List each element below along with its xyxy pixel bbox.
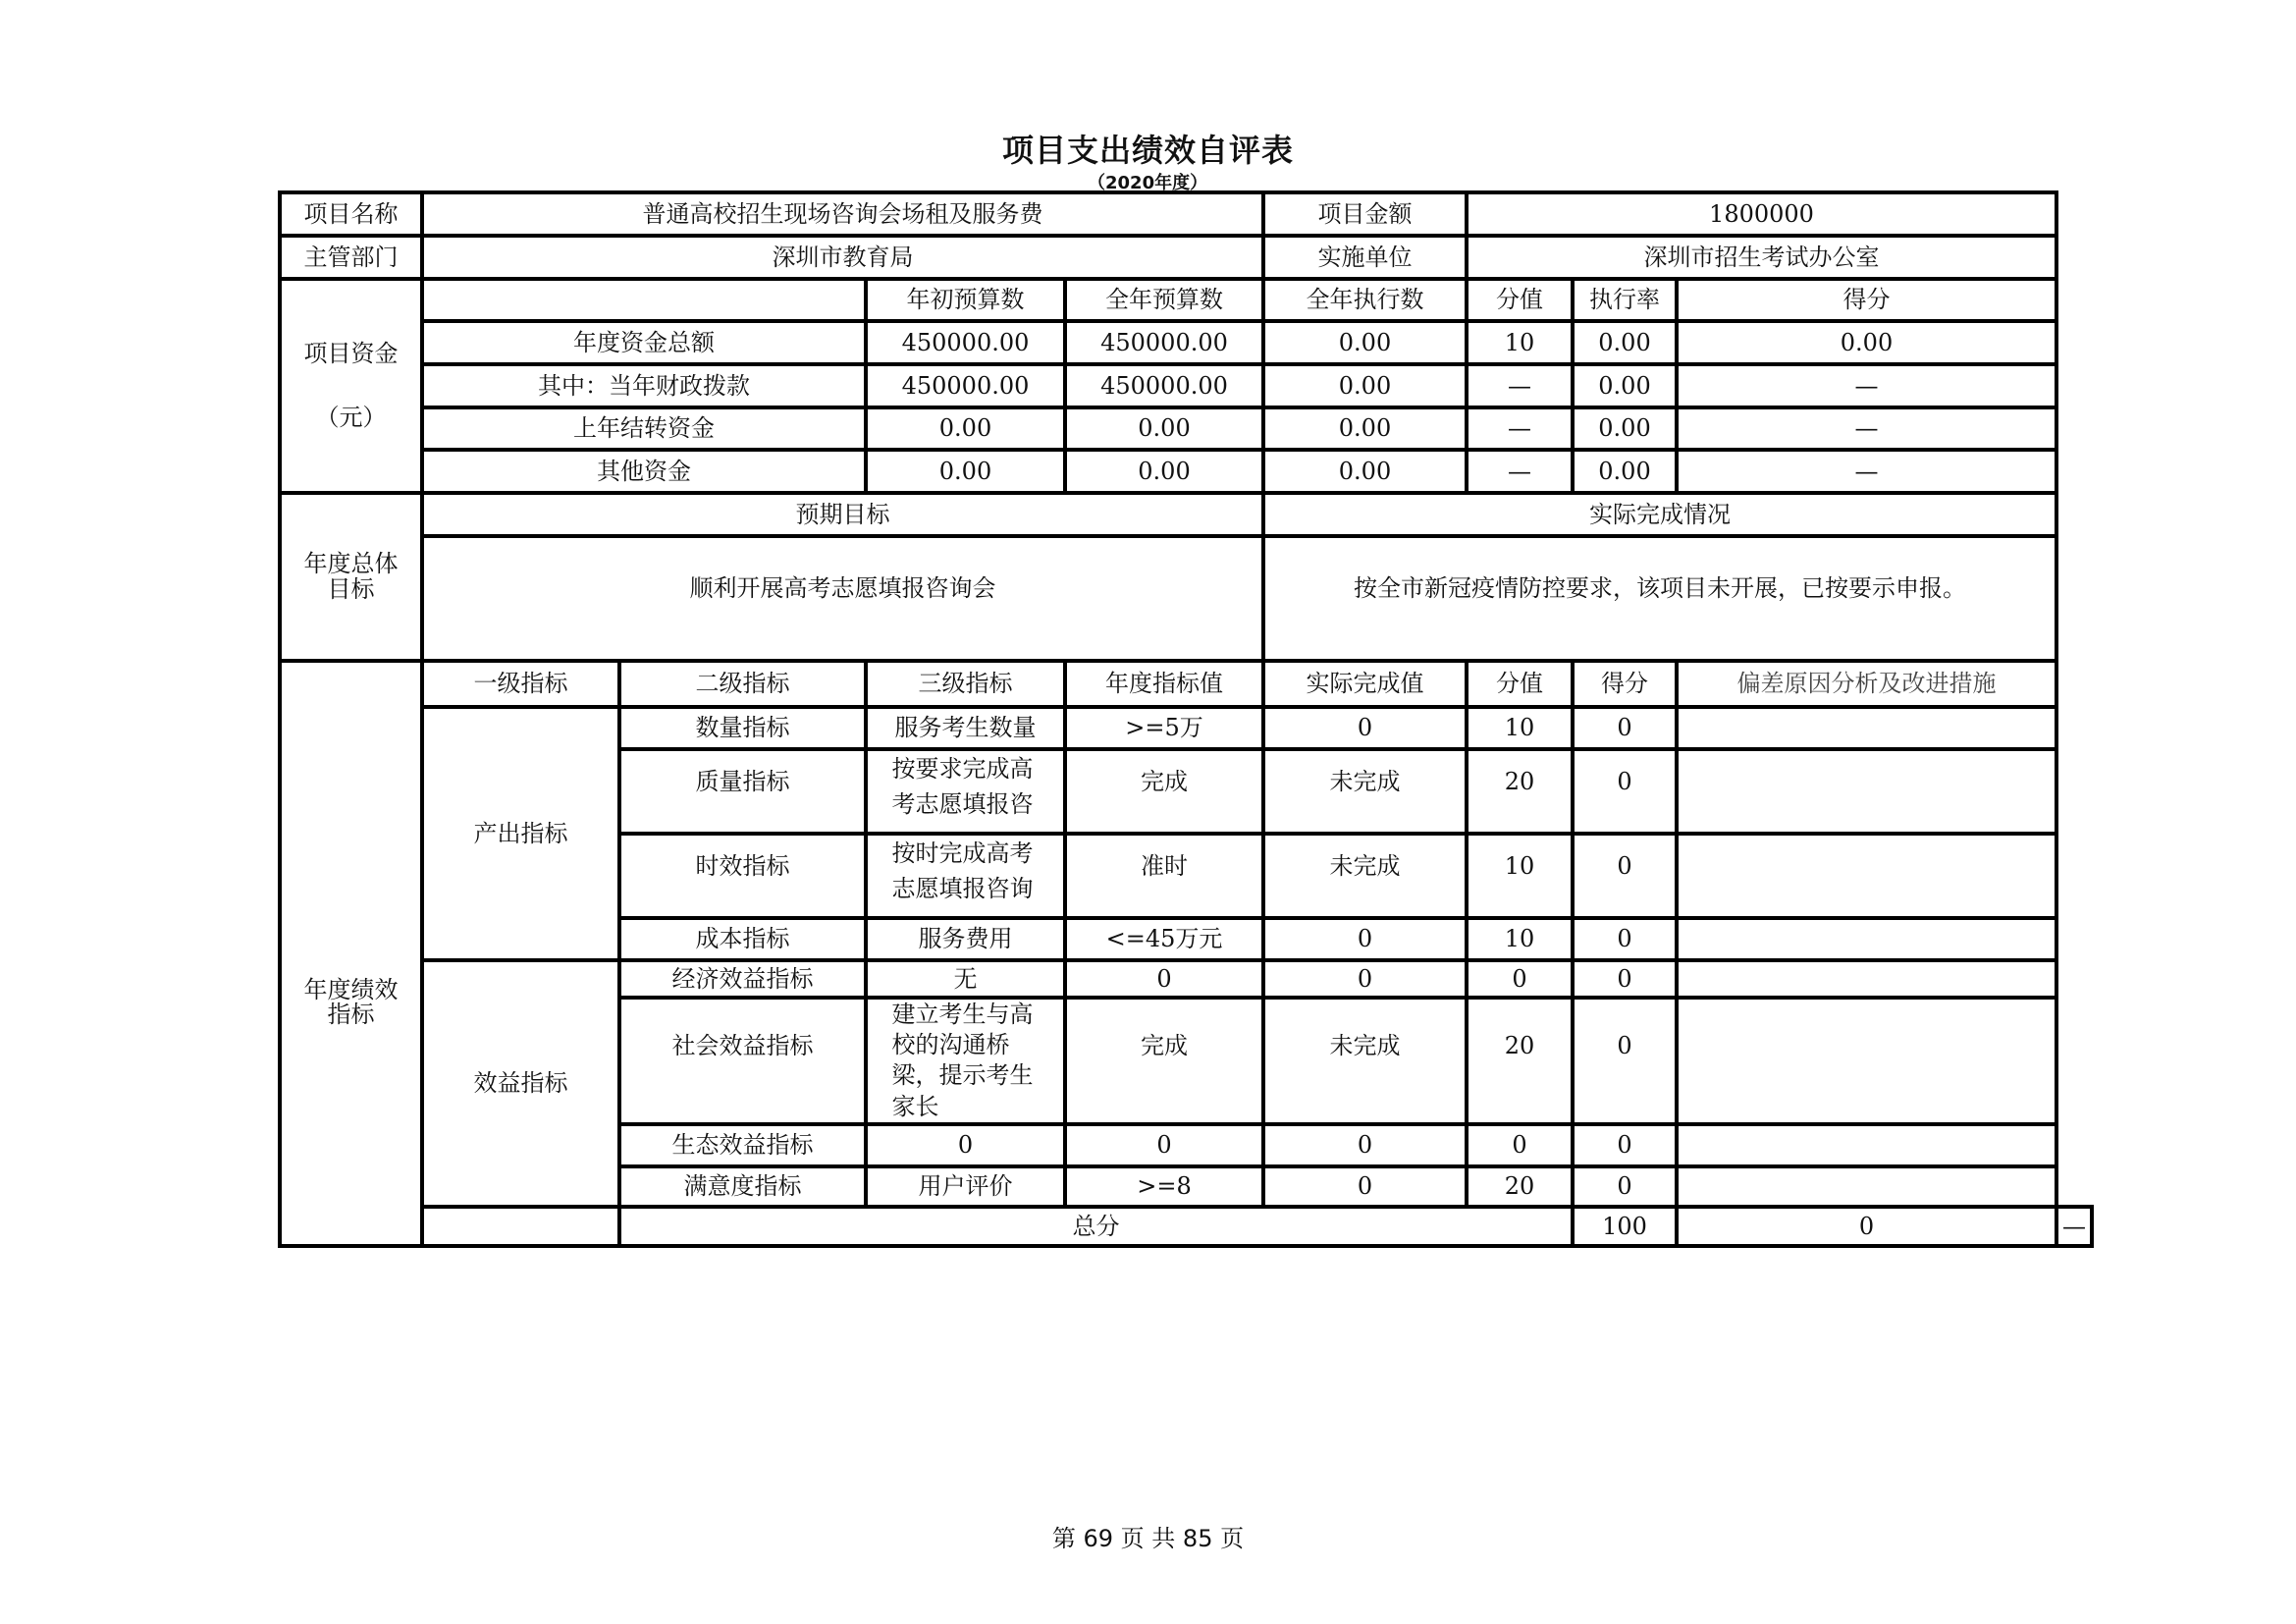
funds-executed: 0.00 <box>1263 407 1467 450</box>
page-footer: 第 69 页 共 85 页 <box>1051 1525 1245 1552</box>
funds-col-blank <box>422 279 866 321</box>
level3: 服务考生数量 <box>866 707 1065 749</box>
level3: 0 <box>866 1124 1065 1166</box>
goals-header-row <box>280 493 2092 536</box>
score: 0 <box>1573 1166 1677 1207</box>
total-analysis: — <box>2056 1207 2092 1246</box>
funds-rate: 0.00 <box>1573 450 1677 493</box>
funds-row <box>280 364 2092 407</box>
actual: 未完成 <box>1263 749 1467 834</box>
project-name-label: 项目名称 <box>280 192 422 236</box>
funds-row-label: 其他资金 <box>422 450 866 493</box>
funds-header-row <box>280 279 2092 321</box>
funds-score: 0.00 <box>1677 321 2056 364</box>
score: 0 <box>1573 1124 1677 1166</box>
funds-initial: 0.00 <box>866 450 1065 493</box>
col-score-value: 分值 <box>1467 661 1573 707</box>
level3: 按时完成高考志愿填报咨询 <box>866 834 1065 918</box>
score: 0 <box>1573 707 1677 749</box>
analysis <box>1677 749 2056 834</box>
score: 0 <box>1573 960 1677 998</box>
page-title: 项目支出绩效自评表 <box>1001 132 1294 169</box>
score: 0 <box>1573 918 1677 960</box>
funds-annual: 450000.00 <box>1065 321 1263 364</box>
total-score: 0 <box>1677 1207 2056 1246</box>
dept-value: 深圳市教育局 <box>422 236 1263 279</box>
target: 准时 <box>1065 834 1263 918</box>
funds-col-score: 得分 <box>1677 279 2056 321</box>
target: >=5万 <box>1065 707 1263 749</box>
project-name-row <box>280 192 2092 236</box>
actual-goal: 按全市新冠疫情防控要求，该项目未开展，已按要示申报。 <box>1263 536 2056 661</box>
funds-col-score-value: 分值 <box>1467 279 1573 321</box>
score-value: 10 <box>1467 918 1573 960</box>
target: 0 <box>1065 1124 1263 1166</box>
col-score: 得分 <box>1573 661 1677 707</box>
indicators-header-row <box>280 661 2092 707</box>
project-name-value: 普通高校招生现场咨询会场租及服务费 <box>422 192 1263 236</box>
goals-section-label: 年度总体 目标 <box>280 493 422 661</box>
level3: 无 <box>866 960 1065 998</box>
level3: 按要求完成高考志愿填报咨 <box>866 749 1065 834</box>
funds-score-value: — <box>1467 364 1573 407</box>
col-level2: 二级指标 <box>619 661 866 707</box>
funds-row-label: 上年结转资金 <box>422 407 866 450</box>
funds-col-initial: 年初预算数 <box>866 279 1065 321</box>
actual: 0 <box>1263 707 1467 749</box>
level3: 建立考生与高校的沟通桥梁，提示考生家长 <box>866 998 1065 1124</box>
col-level3: 三级指标 <box>866 661 1065 707</box>
score: 0 <box>1573 749 1677 834</box>
score-value: 10 <box>1467 834 1573 918</box>
funds-col-annual: 全年预算数 <box>1065 279 1263 321</box>
score-value: 20 <box>1467 998 1573 1124</box>
actual: 0 <box>1263 1124 1467 1166</box>
actual: 未完成 <box>1263 998 1467 1124</box>
total-score-value: 100 <box>1573 1207 1677 1246</box>
level3: 服务费用 <box>866 918 1065 960</box>
target: 完成 <box>1065 998 1263 1124</box>
analysis <box>1677 918 2056 960</box>
funds-row-label: 年度资金总额 <box>422 321 866 364</box>
col-actual: 实际完成值 <box>1263 661 1467 707</box>
actual: 0 <box>1263 1166 1467 1207</box>
actual: 0 <box>1263 918 1467 960</box>
funds-row <box>280 450 2092 493</box>
performance-table <box>278 190 2094 1248</box>
level1-benefit: 效益指标 <box>422 960 619 1207</box>
target: 完成 <box>1065 749 1263 834</box>
funds-score: — <box>1677 407 2056 450</box>
level2: 数量指标 <box>619 707 866 749</box>
analysis <box>1677 1124 2056 1166</box>
funds-score-value: — <box>1467 407 1573 450</box>
project-amount-label: 项目金额 <box>1263 192 1467 236</box>
level2: 生态效益指标 <box>619 1124 866 1166</box>
col-level1: 一级指标 <box>422 661 619 707</box>
funds-rate: 0.00 <box>1573 364 1677 407</box>
funds-score-value: 10 <box>1467 321 1573 364</box>
funds-rate: 0.00 <box>1573 321 1677 364</box>
expected-goal: 顺利开展高考志愿填报咨询会 <box>422 536 1263 661</box>
col-target: 年度指标值 <box>1065 661 1263 707</box>
score-value: 20 <box>1467 1166 1573 1207</box>
funds-initial: 450000.00 <box>866 364 1065 407</box>
dept-row <box>280 236 2092 279</box>
indicator-row <box>280 707 2092 749</box>
level2: 时效指标 <box>619 834 866 918</box>
level2: 质量指标 <box>619 749 866 834</box>
score-value: 0 <box>1467 1124 1573 1166</box>
funds-row-label: 其中：当年财政拨款 <box>422 364 866 407</box>
target: 0 <box>1065 960 1263 998</box>
actual: 0 <box>1263 960 1467 998</box>
level2: 经济效益指标 <box>619 960 866 998</box>
impl-label: 实施单位 <box>1263 236 1467 279</box>
level3: 用户评价 <box>866 1166 1065 1207</box>
indicators-section-label: 年度绩效 指标 <box>280 661 422 1246</box>
target: <=45万元 <box>1065 918 1263 960</box>
funds-initial: 450000.00 <box>866 321 1065 364</box>
analysis <box>1677 960 2056 998</box>
impl-value: 深圳市招生考试办公室 <box>1467 236 2056 279</box>
page-subtitle: （2020年度） <box>1088 173 1208 193</box>
funds-row <box>280 321 2092 364</box>
score: 0 <box>1573 834 1677 918</box>
funds-annual: 0.00 <box>1065 407 1263 450</box>
analysis <box>1677 834 2056 918</box>
funds-col-rate: 执行率 <box>1573 279 1677 321</box>
target: >=8 <box>1065 1166 1263 1207</box>
funds-executed: 0.00 <box>1263 450 1467 493</box>
funds-score: — <box>1677 364 2056 407</box>
indicator-row <box>280 960 2092 998</box>
funds-row <box>280 407 2092 450</box>
total-label: 总分 <box>619 1207 1573 1246</box>
funds-initial: 0.00 <box>866 407 1065 450</box>
analysis <box>1677 998 2056 1124</box>
goals-content-row <box>280 536 2092 661</box>
total-blank <box>422 1207 619 1246</box>
funds-executed: 0.00 <box>1263 364 1467 407</box>
funds-section-label: 项目资金 （元） <box>280 279 422 493</box>
actual-goal-header: 实际完成情况 <box>1263 493 2056 536</box>
level2: 成本指标 <box>619 918 866 960</box>
analysis <box>1677 1166 2056 1207</box>
analysis <box>1677 707 2056 749</box>
level2: 社会效益指标 <box>619 998 866 1124</box>
dept-label: 主管部门 <box>280 236 422 279</box>
funds-col-executed: 全年执行数 <box>1263 279 1467 321</box>
funds-rate: 0.00 <box>1573 407 1677 450</box>
funds-score-value: — <box>1467 450 1573 493</box>
level1-output: 产出指标 <box>422 707 619 960</box>
expected-goal-header: 预期目标 <box>422 493 1263 536</box>
funds-score: — <box>1677 450 2056 493</box>
score-value: 20 <box>1467 749 1573 834</box>
score: 0 <box>1573 998 1677 1124</box>
col-analysis: 偏差原因分析及改进措施 <box>1677 661 2056 707</box>
level2: 满意度指标 <box>619 1166 866 1207</box>
funds-annual: 450000.00 <box>1065 364 1263 407</box>
total-row <box>280 1207 2092 1246</box>
score-value: 0 <box>1467 960 1573 998</box>
funds-annual: 0.00 <box>1065 450 1263 493</box>
project-amount-value: 1800000 <box>1467 192 2056 236</box>
score-value: 10 <box>1467 707 1573 749</box>
funds-executed: 0.00 <box>1263 321 1467 364</box>
actual: 未完成 <box>1263 834 1467 918</box>
